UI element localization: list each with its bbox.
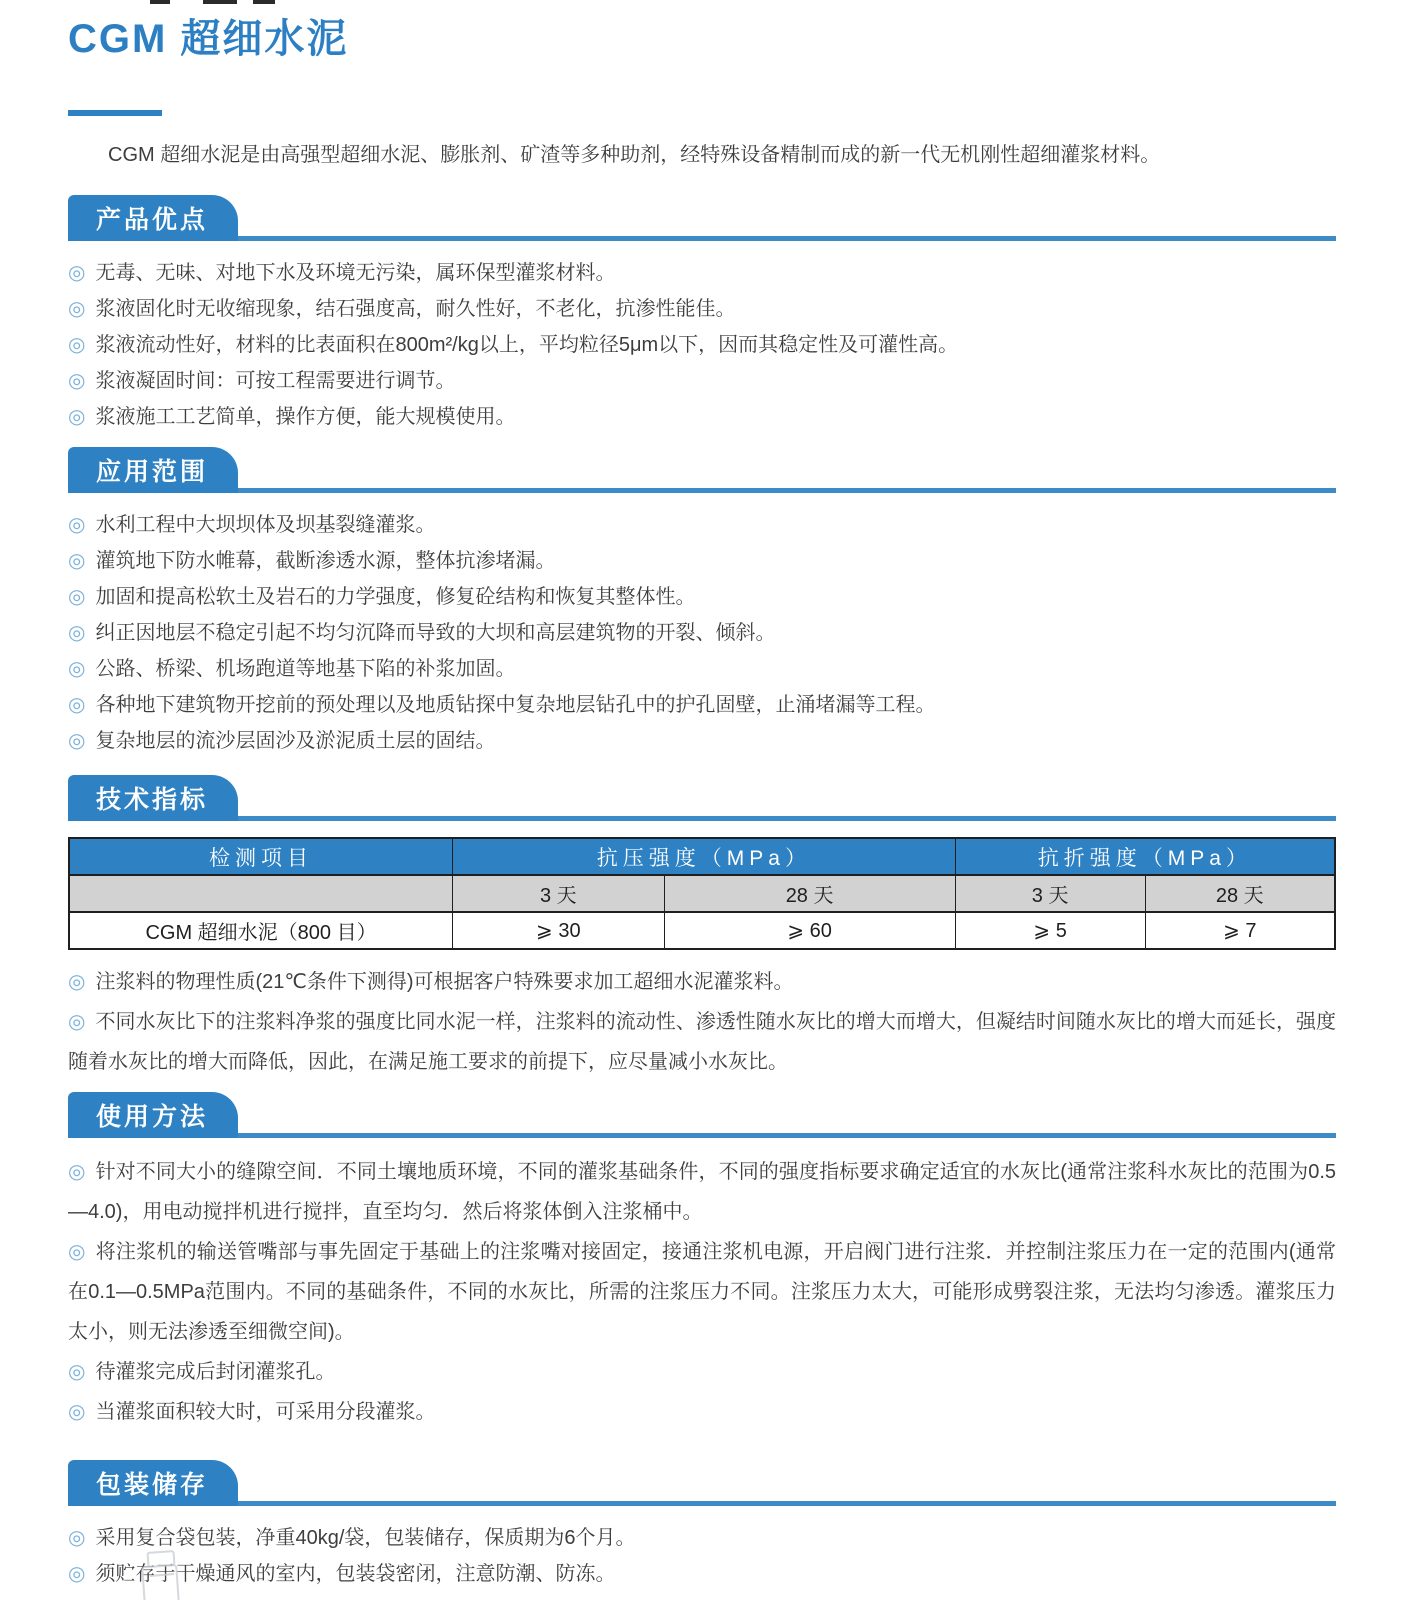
cell-value: ⩾ 30 [453, 912, 664, 949]
list-item [68, 651, 1336, 687]
subheader-28d: 28 天 [1145, 875, 1335, 912]
bullet-ring-icon: ◎ [68, 658, 86, 680]
bullet-ring-icon: ◎ [68, 1401, 86, 1423]
bullet-ring-icon: ◎ [68, 586, 86, 608]
list-item [68, 255, 1336, 291]
column-header-flexural: 抗折强度（MPa） [955, 838, 1335, 875]
bullet-ring-icon: ◎ [68, 514, 86, 536]
list-item [68, 1556, 1336, 1592]
bullet-ring-icon: ◎ [68, 1161, 86, 1183]
list-item [68, 1152, 1336, 1232]
list-item [68, 363, 1336, 399]
cell-value: ⩾ 60 [664, 912, 955, 949]
note-item [68, 962, 1336, 1002]
section-underline [68, 488, 1336, 493]
list-item-text: 将注浆机的输送管嘴部与事先固定于基础上的注浆嘴对接固定，接通注浆机电源，开启阀门进行注浆．并控制注浆压力在一定的范围内(通常在0.1—0.5MPa范围内。不同的基础条件，不同的水灰比，所需的注浆压力不同。注浆压力太大，可能形成劈裂注浆，无法均匀渗透。灌浆压力太小，则无法渗透至细微空间)。 [68, 1241, 1336, 1343]
note-text: 注浆料的物理性质(21℃条件下测得)可根据客户特殊要求加工超细水泥灌浆料。 [95, 971, 794, 993]
list-item-text: 采用复合袋包装，净重40kg/袋，包装储存，保质期为6个月。 [95, 1527, 636, 1549]
bullet-ring-icon: ◎ [68, 1241, 86, 1263]
section-badge-storage: 包装储存 [68, 1460, 238, 1506]
advantages-list [68, 255, 1336, 435]
column-header-item: 检测项目 [69, 838, 453, 875]
list-item-text: 无毒、无味、对地下水及环境无污染，属环保型灌浆材料。 [95, 262, 616, 284]
specs-notes [68, 962, 1336, 1082]
section-header-advantages [68, 195, 1336, 241]
list-item [68, 1352, 1336, 1392]
section-underline [68, 816, 1336, 821]
applications-list [68, 507, 1336, 759]
section-badge-applications: 应用范围 [68, 447, 238, 493]
cell-item-name: CGM 超细水泥（800 目） [69, 912, 453, 949]
section-header-storage [68, 1460, 1336, 1506]
specs-table [68, 837, 1336, 950]
bullet-ring-icon: ◎ [68, 1011, 86, 1033]
list-item-text: 当灌浆面积较大时，可采用分段灌浆。 [95, 1401, 436, 1423]
note-item [68, 1002, 1336, 1082]
storage-list [68, 1520, 1336, 1592]
bullet-ring-icon: ◎ [68, 298, 86, 320]
list-item [68, 1392, 1336, 1432]
cropped-text-fragment [253, 0, 275, 4]
list-item [68, 1520, 1336, 1556]
usage-list [68, 1152, 1336, 1432]
list-item-text: 公路、桥梁、机场跑道等地基下陷的补浆加固。 [95, 658, 516, 680]
table-row [69, 912, 1335, 949]
list-item-text: 纠正因地层不稳定引起不均匀沉降而导致的大坝和高层建筑物的开裂、倾斜。 [95, 622, 776, 644]
section-underline [68, 236, 1336, 241]
bullet-ring-icon: ◎ [68, 1527, 86, 1549]
cropped-text-fragment [150, 0, 170, 4]
note-text: 不同水灰比下的注浆料净浆的强度比同水泥一样，注浆料的流动性、渗透性随水灰比的增大而增大，但凝结时间随水灰比的增大而延长，强度随着水灰比的增大而降低，因此，在满足施工要求的前提下，应尽量减小水灰比。 [68, 1011, 1337, 1073]
subheader-3d: 3 天 [955, 875, 1145, 912]
bullet-ring-icon: ◎ [68, 262, 86, 284]
cell-value: ⩾ 5 [955, 912, 1145, 949]
page-title: CGM 超细水泥 [68, 17, 349, 61]
bullet-ring-icon: ◎ [68, 406, 86, 428]
section-header-specs [68, 775, 1336, 821]
list-item [68, 687, 1336, 723]
bullet-ring-icon: ◎ [68, 694, 86, 716]
section-header-usage [68, 1092, 1336, 1138]
bullet-ring-icon: ◎ [68, 1361, 86, 1383]
list-item-text: 针对不同大小的缝隙空间．不同土壤地质环境，不同的灌浆基础条件，不同的强度指标要求确定适宜的水灰比(通常注浆科水灰比的范围为0.5—4.0)，用电动搅拌机进行搅拌，直至均匀．然后将浆体倒入注浆桶中。 [68, 1161, 1337, 1223]
section-badge-usage: 使用方法 [68, 1092, 238, 1138]
table-subheader-row [69, 875, 1335, 912]
bullet-ring-icon: ◎ [68, 1563, 86, 1585]
bullet-ring-icon: ◎ [68, 730, 86, 752]
list-item-text: 复杂地层的流沙层固沙及淤泥质土层的固结。 [95, 730, 496, 752]
list-item-text: 浆液凝固时间：可按工程需要进行调节。 [95, 370, 456, 392]
list-item-text: 浆液流动性好，材料的比表面积在800m²/kg以上，平均粒径5μm以下，因而其稳定性及可灌性高。 [95, 334, 959, 356]
list-item-text: 灌筑地下防水帷幕，截断渗透水源，整体抗渗堵漏。 [95, 550, 556, 572]
bullet-ring-icon: ◎ [68, 622, 86, 644]
section-badge-advantages: 产品优点 [68, 195, 238, 241]
list-item [68, 543, 1336, 579]
subheader-empty-cell [69, 875, 453, 912]
list-item-text: 浆液固化时无收缩现象，结石强度高，耐久性好，不老化，抗渗性能佳。 [95, 298, 736, 320]
list-item-text: 水利工程中大坝坝体及坝基裂缝灌浆。 [95, 514, 436, 536]
package-watermark-graphic [126, 1550, 198, 1600]
list-item [68, 1232, 1336, 1352]
list-item-text: 待灌浆完成后封闭灌浆孔。 [95, 1361, 336, 1383]
list-item-text: 各种地下建筑物开挖前的预处理以及地质钻探中复杂地层钻孔中的护孔固壁，止涌堵漏等工程。 [95, 694, 936, 716]
list-item [68, 579, 1336, 615]
bullet-ring-icon: ◎ [68, 971, 86, 993]
subheader-28d: 28 天 [664, 875, 955, 912]
list-item-text: 须贮存于干燥通风的室内，包装袋密闭，注意防潮、防冻。 [95, 1563, 616, 1585]
section-underline [68, 1133, 1336, 1138]
section-header-applications [68, 447, 1336, 493]
subheader-3d: 3 天 [453, 875, 664, 912]
list-item [68, 507, 1336, 543]
cell-value: ⩾ 7 [1145, 912, 1335, 949]
list-item [68, 327, 1336, 363]
title-accent-dash [68, 110, 162, 116]
section-underline [68, 1501, 1336, 1506]
bullet-ring-icon: ◎ [68, 334, 86, 356]
list-item [68, 615, 1336, 651]
list-item [68, 399, 1336, 435]
table-header-row [69, 838, 1335, 875]
list-item-text: 浆液施工工艺简单，操作方便，能大规模使用。 [95, 406, 516, 428]
intro-paragraph: CGM 超细水泥是由高强型超细水泥、膨胀剂、矿渣等多种助剂，经特殊设备精制而成的新一代无机刚性超细灌浆材料。 [108, 144, 1161, 166]
bullet-ring-icon: ◎ [68, 550, 86, 572]
list-item [68, 291, 1336, 327]
column-header-compressive: 抗压强度（MPa） [453, 838, 956, 875]
bullet-ring-icon: ◎ [68, 370, 86, 392]
section-badge-specs: 技术指标 [68, 775, 238, 821]
list-item [68, 723, 1336, 759]
list-item-text: 加固和提高松软土及岩石的力学强度，修复砼结构和恢复其整体性。 [95, 586, 696, 608]
cropped-text-fragment [203, 0, 237, 4]
